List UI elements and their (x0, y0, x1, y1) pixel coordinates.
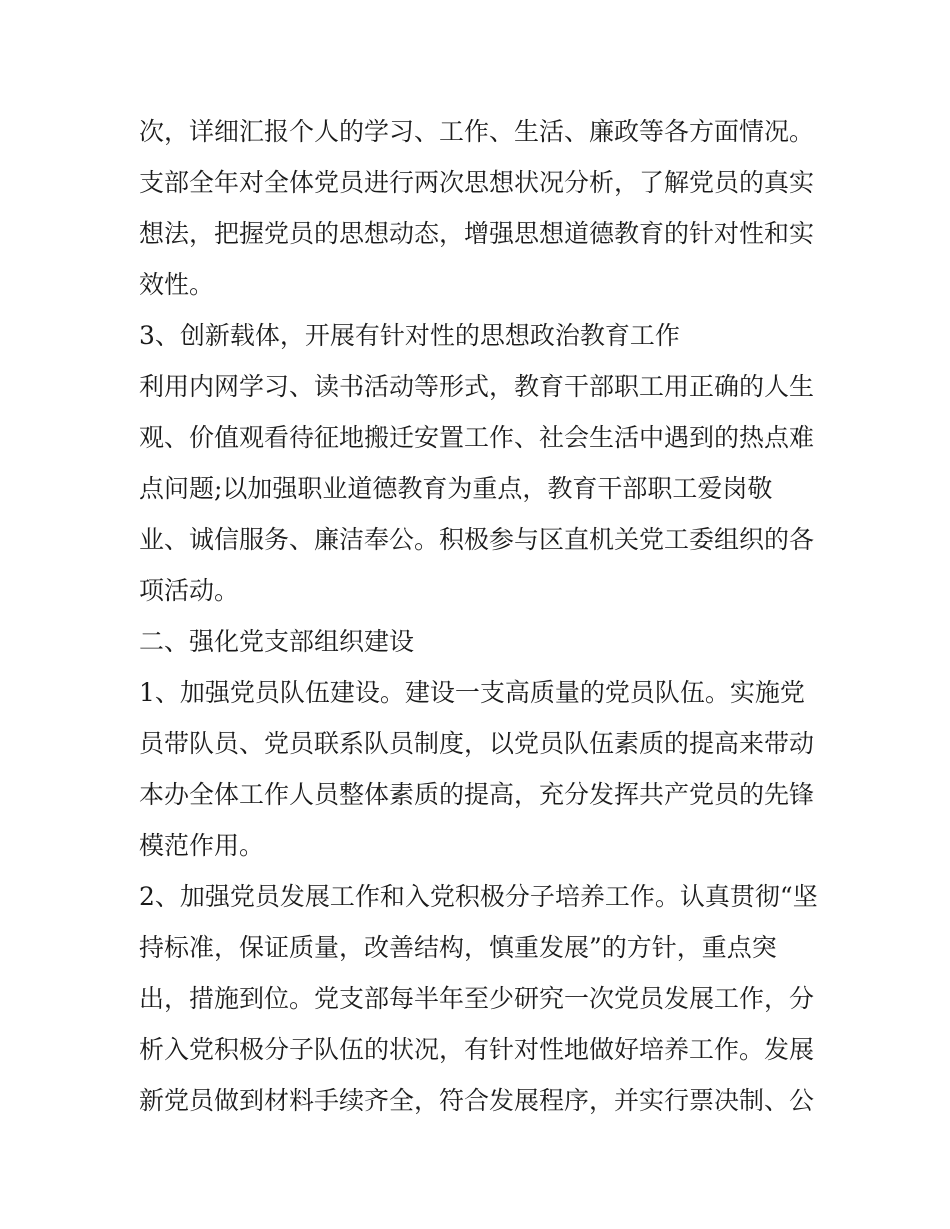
text-line: 出，措施到位。党支部每半年至少研究一次党员发展工作，分 (139, 984, 815, 1013)
text-line: 业、诚信服务、廉洁奉公。积极参与区直机关党工委组织的各 (139, 525, 815, 554)
text-line: 观、价值观看待征地搬迁安置工作、社会生活中遇到的热点难 (139, 423, 815, 452)
text-line: 效性。 (139, 270, 215, 299)
text-line: 想法，把握党员的思想动态，增强思想道德教育的针对性和实 (139, 219, 815, 248)
text-line: 次，详细汇报个人的学习、工作、生活、廉政等各方面情况。 (139, 117, 815, 146)
text-line: 利用内网学习、读书活动等形式，教育干部职工用正确的人生 (139, 372, 815, 401)
text-line: 析入党积极分子队伍的状况，有针对性地做好培养工作。发展 (139, 1035, 815, 1064)
text-line: 新党员做到材料手续齐全，符合发展程序，并实行票决制、公 (139, 1086, 815, 1115)
text-line: 持标准，保证质量，改善结构，慎重发展”的方针，重点突 (139, 933, 777, 962)
text-line: 2、加强党员发展工作和入党积极分子培养工作。认真贯彻“坚 (139, 882, 818, 911)
text-line: 1、加强党员队伍建设。建设一支高质量的党员队伍。实施党 (139, 678, 805, 707)
text-line: 本办全体工作人员整体素质的提高，充分发挥共产党员的先锋 (139, 780, 815, 809)
section-heading: 二、强化党支部组织建设 (139, 627, 415, 656)
text-line: 模范作用。 (139, 831, 265, 860)
text-line: 项活动。 (139, 576, 240, 605)
text-line: 员带队员、党员联系队员制度，以党员队伍素质的提高来带动 (139, 729, 815, 758)
text-line: 支部全年对全体党员进行两次思想状况分析，了解党员的真实 (139, 168, 815, 197)
text-line: 点问题;以加强职业道德教育为重点，教育干部职工爱岗敬 (139, 474, 773, 503)
body-text (139, 106, 829, 1126)
section-heading: 3、创新载体，开展有针对性的思想政治教育工作 (139, 321, 680, 350)
